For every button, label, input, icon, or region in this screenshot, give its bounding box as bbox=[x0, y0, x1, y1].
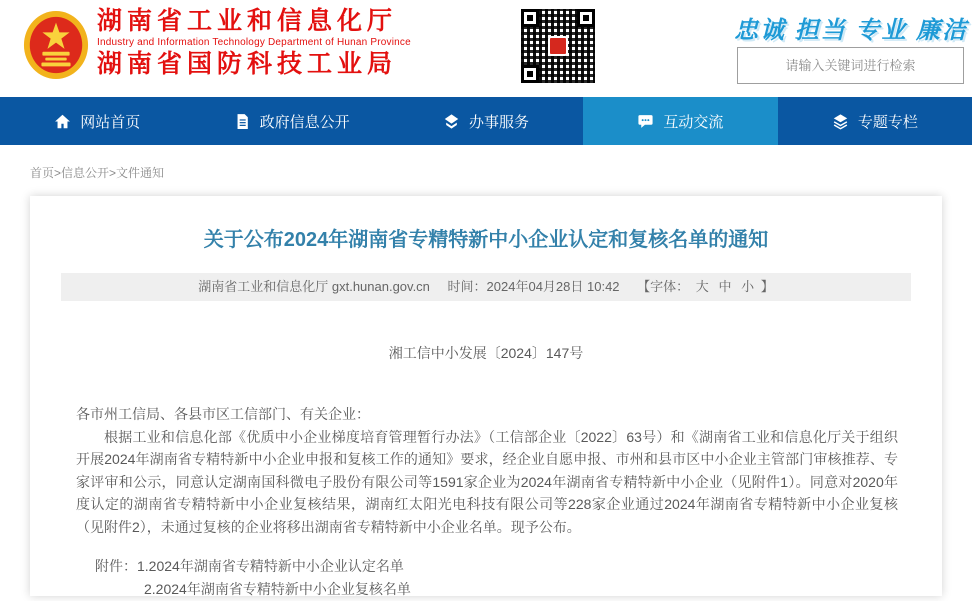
site-header bbox=[0, 0, 972, 97]
org-title-1: 湖南省工业和信息化厅 bbox=[97, 7, 398, 35]
font-size-suffix: 】 bbox=[760, 279, 774, 294]
qr-code bbox=[521, 9, 595, 83]
search-input[interactable] bbox=[737, 47, 964, 84]
home-icon bbox=[54, 113, 71, 130]
article-source: 湖南省工业和信息化厅 gxt.hunan.gov.cn bbox=[198, 279, 430, 294]
nav-item-label: 网站首页 bbox=[80, 113, 141, 131]
service-hands-icon bbox=[443, 113, 460, 130]
article-time: 时间：2024年04月28日 10:42 bbox=[447, 279, 620, 294]
layers-icon bbox=[832, 113, 849, 130]
org-title-2: 湖南省国防科技工业局 bbox=[97, 50, 398, 78]
article-title: 关于公布2024年湖南省专精特新中小企业认定和复核名单的通知 bbox=[203, 229, 769, 251]
main-nav bbox=[0, 97, 972, 145]
article-card bbox=[30, 196, 942, 596]
national-emblem-icon bbox=[22, 9, 90, 81]
nav-item-label: 办事服务 bbox=[469, 113, 530, 131]
nav-item-gov-info[interactable] bbox=[194, 97, 388, 145]
chat-bubble-icon bbox=[637, 113, 654, 130]
document-number: 湘工信中小发展〔2024〕147号 bbox=[388, 345, 584, 361]
slogan-text: 忠诚 担当 专业 廉洁 bbox=[734, 17, 969, 44]
font-size-small-button[interactable]: 小 bbox=[741, 279, 755, 294]
qr-center-logo bbox=[548, 36, 568, 56]
breadcrumb[interactable]: 首页>信息公开>文件通知 bbox=[30, 166, 165, 180]
font-size-medium-button[interactable]: 中 bbox=[718, 279, 732, 294]
attachment-link-2[interactable]: 2.2024年湖南省专精特新中小企业复核名单 bbox=[144, 581, 411, 597]
nav-item-services[interactable] bbox=[389, 97, 583, 145]
main-paragraph: 根据工业和信息化部《优质中小企业梯度培育管理暂行办法》（工信部企业〔2022〕63号）和《湖南省工业和信息化厅关于组织开展2024年湖南省专精特新中小企业申报和复核工作的通知》要求，经企业自愿申报、市州和县市区中小企业主管部门审核推荐、专家评审和公示，同意认定湖南国科微电子股份有限公司等1591家企业为2024年湖南省专精特新中小企业（见附件1）。同意对2020年度认定的湖南省专精特新中小企业复核结果，湖南红太阳光电科技有限公司等228家企业通过2024年湖南省专精特新中小企业复核（见附件2），未通过复核的企业将移出湖南省专精特新中小企业名单。现予公布。 bbox=[76, 428, 898, 535]
attachment-line-2 bbox=[144, 578, 942, 601]
attachment-line-1 bbox=[95, 555, 942, 578]
nav-item-label: 互动交流 bbox=[663, 113, 724, 131]
font-size-large-button[interactable]: 大 bbox=[695, 279, 709, 294]
nav-item-special-topics[interactable] bbox=[778, 97, 972, 145]
article-meta-bar bbox=[61, 273, 911, 301]
org-subtitle-en: Industry and Information Technology Department of Hunan Province bbox=[97, 37, 411, 48]
nav-item-interaction[interactable] bbox=[583, 97, 777, 145]
nav-item-label: 政府信息公开 bbox=[259, 113, 350, 131]
nav-item-home[interactable] bbox=[0, 97, 194, 145]
document-icon bbox=[234, 113, 251, 130]
org-title-block bbox=[97, 6, 411, 79]
article-body bbox=[76, 403, 898, 538]
attachments-section bbox=[95, 555, 942, 601]
attachments-label: 附件： bbox=[95, 558, 137, 574]
nav-item-label: 专题专栏 bbox=[857, 113, 918, 131]
salutation-line: 各市州工信局、各县市区工信部门、有关企业： bbox=[76, 406, 370, 422]
font-size-prefix: 【字体： bbox=[637, 279, 690, 294]
attachment-link-1[interactable]: 1.2024年湖南省专精特新中小企业认定名单 bbox=[137, 558, 404, 574]
